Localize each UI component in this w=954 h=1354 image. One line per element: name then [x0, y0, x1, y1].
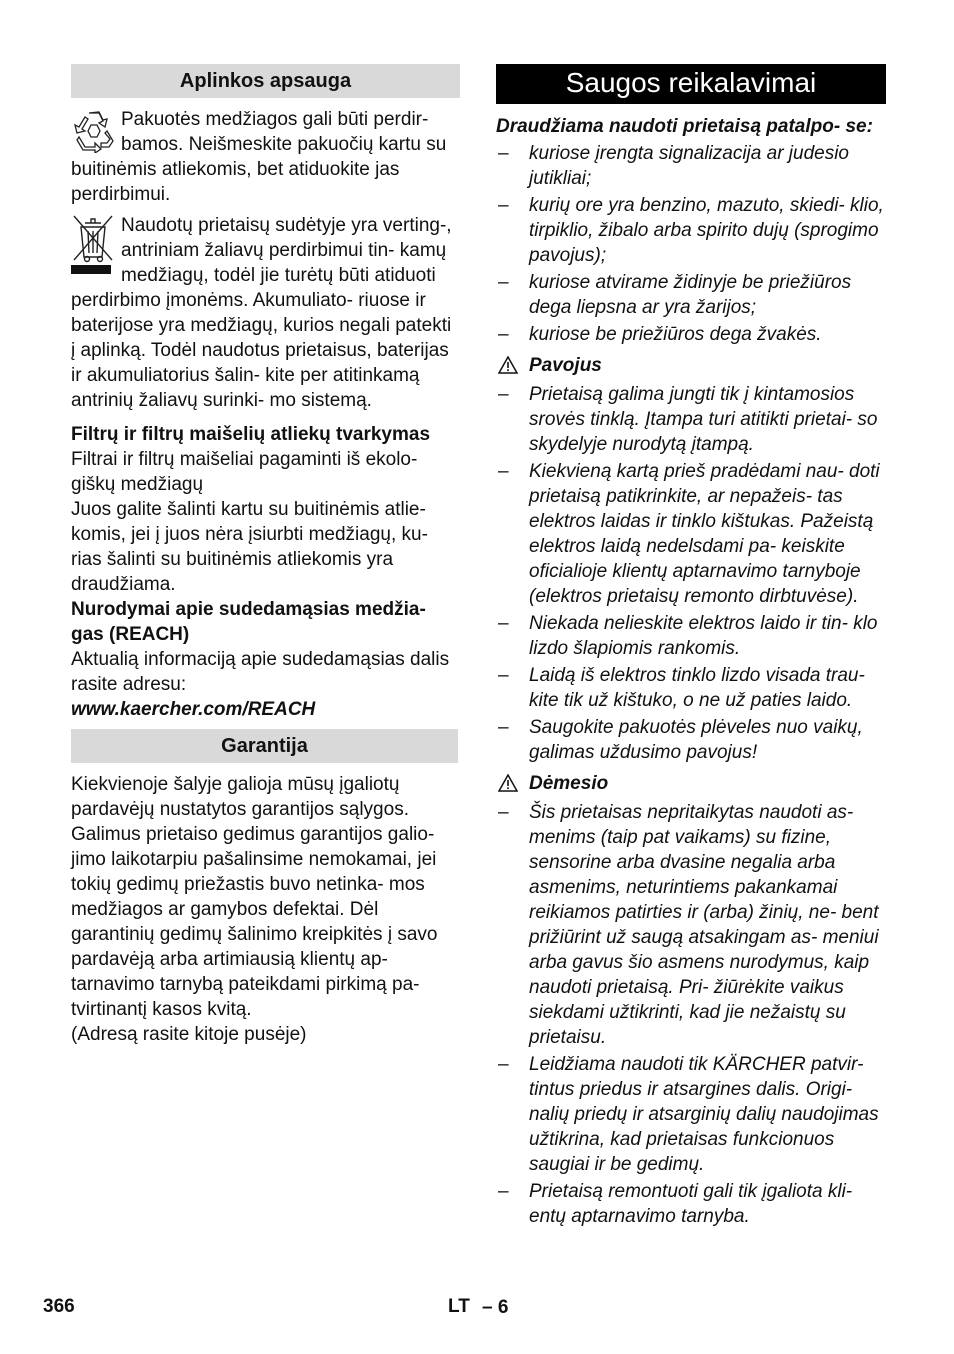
filters-text-1: Filtrai ir filtrų maišeliai pagaminti iš ekolo- giškų medžiagų — [71, 449, 418, 495]
warning-triangle-icon — [498, 774, 518, 792]
footer-section-page: – 6 — [482, 1297, 509, 1318]
list-item: – Šis prietaisas nepritaikytas naudoti as- menims (taip pat vaikams) su fizine, sensorine arba dvasine negalia arba asmenims, neturintiems pakankamai reikiamos patirties ir (arba) žinių, ne- bent prižiūrint už saugą atsakingam as- meniui arba gavus šio asmens nurodymus, kaip naudoti prietaisą. Pri- žiūrėkite vaikus siekdami užtikrinti, kad jie nežaistų su prietaisu. — [498, 802, 879, 1048]
warranty-address-note: (Adresą rasite kitoje pusėje) — [71, 1024, 307, 1045]
warning-triangle-icon — [498, 356, 518, 374]
section-heading-safety: Saugos reikalavimai — [496, 64, 886, 104]
recycle-icon — [71, 107, 121, 157]
devices-text: Naudotų prietaisų sudėtyje yra verting-, antriniam žaliavų perdirbimui tin- kamų medžiagų, todėl jie turėtų būti atiduoti perdirbimo įmonėms. Akumuliato- riuose ir baterijose yra medžiagų, kurios negali patekti į aplinką. Todėl naudotus prietaisus, baterijas ir akumuliatorius šalin- kite per atitinkamą antrinių žaliavų surinki- mo sistemą. — [71, 215, 452, 411]
warranty-text: Kiekvienoje šalyje galioja mūsų įgaliotų pardavėjų nustatytos garantijos sąlygos. Galimus prietaiso gedimus garantijos galio- jimo laikotarpiu pašalinsime nemokamai, jei tokių gedimų priežastis buvo netinka- mos medžiagos ar gamybos defektai. Dėl garantinių gedimų šalinimo kreipkitės į savo pardavėją arba artimiausią klientų ap- tarnavimo tarnybą pateikdami pirkimą pa- tvirtinantį kasos kvitą. — [71, 774, 438, 1020]
caution-label: Dėmesio — [496, 771, 886, 796]
footer-lang: LT — [448, 1296, 470, 1317]
section-heading-warranty: Garantija — [71, 729, 458, 763]
devices-paragraph — [71, 213, 460, 413]
filters-heading: Filtrų ir filtrų maišelių atliekų tvarkymas — [71, 424, 431, 445]
reach-text: Aktualią informaciją apie sudedamąsias dalis rasite adresu: — [71, 649, 450, 695]
filters-text-2: Juos galite šalinti kartu su buitinėmis atlie- komis, jei į juos nėra įsiurbti medžiagų, ku- rias šalinti su buitinėmis atliekomis yra draudžiama. — [71, 499, 428, 595]
left-column — [71, 64, 460, 1047]
list-item: – Niekada nelieskite elektros laido ir tin- klo lizdo šlapiomis rankomis. — [498, 613, 878, 659]
reach-link[interactable]: www.kaercher.com/REACH — [71, 699, 316, 720]
danger-label: Pavojus — [496, 353, 886, 378]
list-item: – Kiekvieną kartą prieš pradėdami nau- doti prietaisą patikrinkite, ar nepažeis- tas elektros laidas ir tinklo kištukas. Pažeistą elektros laidą nedelsdami pa- keiskite oficialioje klientų aptarnavimo tarnyboje (elektros prietaisų remonto dirbtuvėse). — [498, 461, 880, 607]
list-item: – Leidžiama naudoti tik KÄRCHER patvir- tintus priedus ir atsargines dalis. Origi- nalių priedų ir atsarginių dalių naudojimas užtikrina, kad prietaisas funkcionuos saugiai ir be gedimų. — [498, 1054, 879, 1175]
packaging-text: Pakuotės medžiagos gali būti perdir- bamos. Neišmeskite pakuočių kartu su buitinėmis atliekomis, bet atiduokite jas perdirbimui. — [71, 109, 447, 205]
crossed-bin-icon — [71, 213, 121, 288]
list-item: – kurių ore yra benzino, mazuto, skiedi- klio, tirpiklio, žibalo arba spirito dujų (sprogimo pavojus); — [498, 195, 884, 266]
reach-heading: Nurodymai apie sudedamąsias medžia- gas (REACH) — [71, 599, 426, 645]
right-column — [496, 64, 886, 1229]
prohibited-intro: Draudžiama naudoti prietaisą patalpo- se: — [496, 116, 873, 137]
packaging-paragraph — [71, 107, 460, 207]
list-item: – kuriose be priežiūros dega žvakės. — [498, 324, 822, 345]
list-item: – Laidą iš elektros tinklo lizdo visada trau- kite tik už kištuko, o ne už paties laido. — [498, 665, 865, 711]
list-item: – Saugokite pakuotės plėveles nuo vaikų, galimas uždusimo pavojus! — [498, 717, 863, 763]
section-heading-environment: Aplinkos apsauga — [71, 64, 460, 98]
page-number: 366 — [43, 1296, 75, 1317]
list-item: – Prietaisą remontuoti gali tik įgaliota kli- entų aptarnavimo tarnyba. — [498, 1181, 853, 1227]
list-item: – Prietaisą galima jungti tik į kintamosios srovės tinklą. Įtampa turi atitikti prietai- so skydelyje nurodytą įtampą. — [498, 384, 878, 455]
list-item: – kuriose atvirame židinyje be priežiūros dega liepsna ar yra žarijos; — [498, 272, 852, 318]
list-item: – kuriose įrengta signalizacija ar judesio jutikliai; — [498, 143, 850, 189]
